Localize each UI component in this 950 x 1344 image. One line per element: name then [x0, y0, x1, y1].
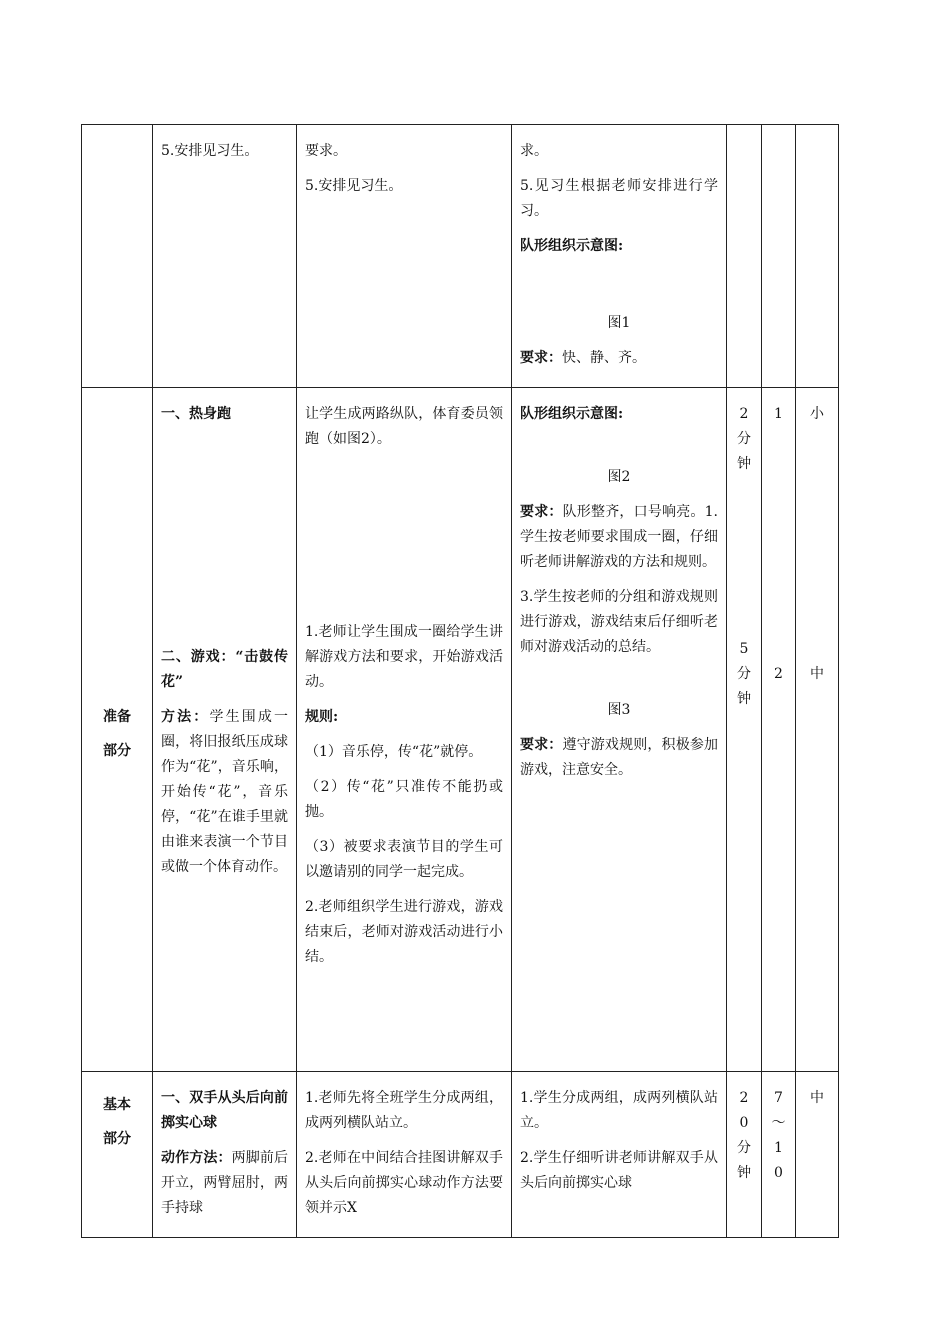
table-row: [82, 125, 839, 388]
intensity-value: 小: [810, 406, 824, 422]
section-label: 部分: [103, 742, 131, 759]
teacher-text: 2.老师在中间结合挂图讲解双手从头后向前掷实心球动作方法要领并示X: [305, 1150, 503, 1216]
time-char: 2: [739, 406, 749, 422]
count-cell: [762, 1072, 796, 1238]
time-char: 分: [737, 1140, 751, 1156]
teacher-text: 5.安排见习生。: [305, 178, 403, 194]
teacher-text: 1.老师先将全班学生分成两组，成两列横队站立。: [305, 1090, 503, 1131]
section-label: 部分: [103, 1131, 131, 1147]
count-char: 0: [774, 1165, 783, 1181]
student-cell: [512, 125, 727, 388]
content-cell: [153, 1072, 297, 1238]
section-cell: [82, 1072, 153, 1238]
student-text: 5.见习生根据老师安排进行学习。: [520, 178, 718, 219]
time-cell: [727, 388, 762, 1072]
requirement: [520, 346, 718, 371]
figure-caption: 图1: [607, 315, 631, 331]
requirement-text: 队形整齐，口号响亮。1.学生按老师要求围成一圈，仔细听老师讲解游戏的方法和规则。: [520, 504, 718, 570]
intensity-cell: [796, 125, 839, 388]
intensity-cell: [796, 388, 839, 1072]
rule-item: （3）被要求表演节目的学生可以邀请别的同学一起完成。: [305, 839, 503, 880]
method-text: 两脚前后开立，两臂屈肘，两手持球: [161, 1150, 288, 1216]
intensity-value: 中: [810, 1090, 824, 1106]
section-label: 基本: [103, 1097, 131, 1113]
section-label: 准备: [103, 708, 131, 725]
intensity-cell: [796, 1072, 839, 1238]
section-cell: [82, 388, 153, 1072]
time-char: 钟: [737, 691, 751, 707]
content-cell: [153, 125, 297, 388]
teacher-cell: [297, 1072, 512, 1238]
requirement-label: 要求：: [520, 350, 562, 366]
time-cell: [727, 1072, 762, 1238]
method-label: 方法：: [161, 709, 210, 725]
count-cell: [762, 125, 796, 388]
game-teacher-text: 2.老师组织学生进行游戏，游戏结束后，老师对游戏活动进行小结。: [305, 899, 503, 965]
student-text: 求。: [520, 143, 548, 159]
content-cell: [153, 388, 297, 1072]
game-teacher-text: 1.老师让学生围成一圈给学生讲解游戏方法和要求，开始游戏活动。: [305, 624, 503, 690]
student-cell: [512, 388, 727, 1072]
teacher-cell: [297, 125, 512, 388]
requirement-label: 要求：: [520, 737, 563, 753]
game-title: 二、游戏：“击鼓传花”: [161, 649, 288, 690]
figure-caption: 图2: [607, 469, 631, 485]
time-char: 0: [739, 1115, 749, 1131]
count-cell: [762, 388, 796, 1072]
student-text: 1.学生分成两组，成两列横队站立。: [520, 1090, 718, 1131]
warmup-title: 一、热身跑: [161, 406, 231, 422]
time-cell: [727, 125, 762, 388]
rule-item: （2）传“花”只准传不能扔或抛。: [305, 779, 503, 820]
time-char: 2: [739, 1090, 749, 1106]
figure-caption: 图3: [607, 702, 631, 718]
requirement-label: 要求：: [520, 504, 563, 520]
teacher-cell: [297, 388, 512, 1072]
count-value: 2: [774, 666, 783, 682]
requirement: [520, 500, 718, 575]
time-char: 钟: [737, 456, 751, 472]
time-char: 5: [739, 641, 749, 657]
student-cell: [512, 1072, 727, 1238]
table-row: [82, 388, 839, 1072]
rule-item: （1）音乐停，传“花”就停。: [305, 744, 483, 760]
formation-label: 队形组织示意图:: [520, 406, 624, 422]
rules-label: 规则:: [305, 709, 339, 725]
lesson-plan-table: [81, 124, 839, 1238]
method-text: 学生围成一圈，将旧报纸压成球作为“花”，音乐响，开始传“花”，音乐停，“花”在谁手里就由谁来表演一个节目或做一个体育动作。: [161, 709, 289, 875]
requirement: [520, 733, 718, 783]
game-method: [161, 705, 288, 880]
section-cell: [82, 125, 153, 388]
method-label: 动作方法：: [161, 1150, 232, 1166]
count-char: 7: [774, 1090, 783, 1106]
teacher-text: 要求。: [305, 143, 347, 159]
table-row: [82, 1072, 839, 1238]
time-char: 分: [737, 431, 751, 447]
student-text: 2.学生仔细听讲老师讲解双手从头后向前掷实心球: [520, 1150, 718, 1191]
exercise-title: 一、双手从头后向前掷实心球: [161, 1090, 288, 1131]
count-char: 1: [774, 1140, 783, 1156]
time-char: 钟: [737, 1165, 751, 1181]
requirement-text: 遵守游戏规则，积极参加游戏，注意安全。: [520, 737, 719, 778]
time-char: 分: [737, 666, 751, 682]
intensity-value: 中: [810, 666, 824, 682]
warmup-teacher-text: 让学生成两路纵队，体育委员领跑（如图2）。: [305, 406, 503, 447]
requirement-text: 快、静、齐。: [562, 350, 646, 366]
count-char: ～: [771, 1115, 786, 1131]
exercise-method: [161, 1146, 288, 1221]
student-text: 3.学生按老师的分组和游戏规则进行游戏，游戏结束后仔细听老师对游戏活动的总结。: [520, 589, 718, 655]
content-text: 5.安排见习生。: [161, 143, 259, 159]
count-value: 1: [774, 406, 783, 422]
formation-label: 队形组织示意图:: [520, 238, 624, 254]
